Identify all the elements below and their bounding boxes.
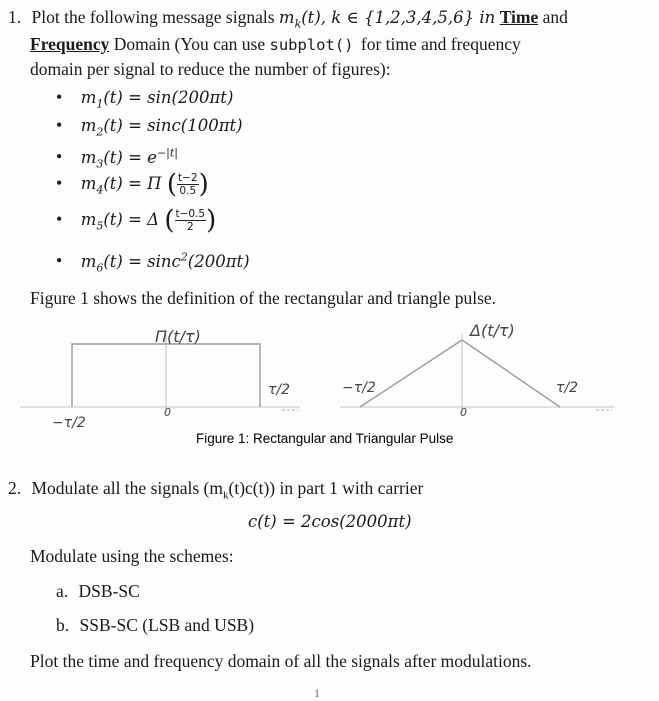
rect-right-tick-label: τ/2 — [268, 382, 291, 398]
q1-text-d: domain per signal to reduce the number of figures): — [30, 59, 391, 79]
q2-text — [31, 478, 424, 502]
rect-pulse-label: Π(t/τ) — [155, 327, 201, 346]
paren-left: ( — [166, 169, 177, 200]
signal-4-lhs: m — [80, 174, 97, 193]
signal-6-rhs: (t) = sinc — [103, 251, 181, 271]
signal-item-6 — [56, 246, 250, 279]
q1-index-rest: (t), k ∈ {1,2,3,4,5,6} in — [301, 8, 496, 27]
signal-2-rhs: (t) = sinc(100πt) — [103, 116, 243, 135]
signal-4-rhs: (t) = Π — [103, 174, 162, 193]
figure-intro-text: Figure 1 shows the definition of the rectangular and triangle pulse. — [30, 288, 497, 308]
signal-3-expr — [80, 146, 178, 170]
q1-index-math — [278, 8, 496, 31]
rect-left-tick-label: −τ/2 — [52, 415, 86, 431]
bullet-icon: • — [56, 173, 63, 193]
signal-5-sub: 5 — [96, 219, 104, 233]
q1-line-2 — [30, 33, 521, 56]
scheme-b-letter: b. — [56, 615, 70, 635]
signal-4-sub: 4 — [96, 183, 104, 197]
closing-instruction — [30, 650, 532, 672]
signal-item-1 — [56, 86, 233, 115]
schemes-intro-text: Modulate using the schemes: — [30, 546, 234, 566]
rect-zero-label: 0 — [164, 406, 171, 419]
scheme-item-b — [56, 614, 254, 636]
paren-right: ) — [206, 205, 217, 236]
scheme-b-label: SSB-SC (LSB and USB) — [79, 615, 255, 635]
schemes-intro — [30, 545, 234, 567]
signal-6-expr — [80, 250, 250, 274]
carrier-expr: c(t) = 2cos(2000πt) — [248, 512, 412, 531]
page-number: 1 — [314, 686, 320, 700]
signal-item-5 — [56, 205, 217, 237]
q1-line-3 — [30, 58, 391, 80]
signal-item-3 — [56, 142, 178, 175]
and-word: and — [542, 7, 568, 27]
tri-pulse-label: Δ(t/τ) — [470, 321, 515, 340]
q1-line-1 — [8, 6, 568, 35]
q2-text-sub: k — [223, 489, 229, 502]
scheme-item-a — [56, 580, 140, 602]
q1-text-b: Domain (You can use — [113, 34, 266, 54]
signal-4-frac-den: 0.5 — [179, 185, 197, 197]
tri-zero-label: 0 — [460, 406, 467, 419]
signal-2-sub: 2 — [96, 125, 104, 139]
signal-3-sub: 3 — [96, 156, 104, 170]
signal-6-sub: 6 — [96, 260, 104, 274]
tri-right-tick-label: τ/2 — [556, 380, 579, 396]
scheme-a-letter: a. — [56, 581, 69, 601]
tri-outline — [360, 340, 560, 407]
subplot-code: subplot() — [269, 36, 354, 54]
q2-text-a: Modulate all the signals (m — [31, 478, 223, 498]
q1-text-a: Plot the following message signals — [31, 7, 275, 27]
signal-2-expr — [80, 116, 243, 139]
bullet-icon: • — [56, 146, 63, 167]
paren-right: ) — [198, 169, 209, 200]
pulse-figure — [0, 312, 659, 457]
tri-left-tick-label: −τ/2 — [342, 380, 376, 396]
q2-number: 2. — [8, 478, 22, 498]
signal-4-expr — [80, 169, 209, 200]
signal-1-rhs: (t) = sin(200πt) — [103, 88, 234, 107]
signal-5-frac-den: 2 — [186, 221, 194, 233]
carrier-equation — [248, 510, 412, 533]
bullet-icon: • — [56, 250, 63, 271]
signal-6-sup: 2 — [180, 250, 188, 263]
signal-4-fraction — [177, 172, 199, 197]
signal-6-rhs2: (200πt) — [187, 251, 250, 271]
paren-left: ( — [164, 205, 175, 236]
closing-text: Plot the time and frequency domain of all the signals after modulations. — [30, 651, 532, 671]
signal-item-4 — [56, 169, 209, 201]
signal-4-frac-num: t−2 — [177, 172, 198, 184]
signal-3-sup: −|t| — [156, 146, 178, 159]
signal-6-lhs: m — [80, 251, 97, 271]
bullet-icon: • — [56, 87, 63, 107]
q1-index-m: m — [278, 8, 295, 27]
signal-1-sub: 1 — [96, 97, 104, 111]
q2-line-1 — [8, 477, 423, 507]
signal-5-expr — [80, 205, 217, 236]
signal-5-lhs: m — [80, 210, 97, 229]
signal-3-rhs: (t) = e — [103, 147, 157, 167]
signal-item-2 — [56, 114, 243, 143]
signal-5-frac-num: t−0.5 — [175, 208, 206, 220]
q1-text-c: for time and frequency — [360, 34, 521, 54]
signal-5-fraction — [175, 208, 207, 233]
signal-1-lhs: m — [80, 88, 97, 107]
q1-number: 1. — [8, 7, 22, 27]
figure-caption: Figure 1: Rectangular and Triangular Pulse — [196, 431, 454, 446]
bullet-icon: • — [56, 209, 63, 229]
figure-intro — [30, 287, 496, 309]
signal-2-lhs: m — [80, 116, 97, 135]
q1-index-sub: k — [294, 17, 302, 31]
bullet-icon: • — [56, 115, 63, 135]
tri-pulse — [340, 321, 615, 419]
rect-pulse — [20, 327, 300, 431]
signal-1-expr — [80, 88, 234, 111]
frequency-word: Frequency — [30, 34, 110, 54]
time-word: Time — [499, 7, 539, 27]
signal-3-lhs: m — [80, 147, 97, 167]
q2-text-rest: (t)c(t)) in part 1 with carrier — [228, 478, 424, 498]
scheme-a-label: DSB-SC — [78, 581, 140, 601]
signal-5-rhs: (t) = Δ — [103, 210, 160, 229]
